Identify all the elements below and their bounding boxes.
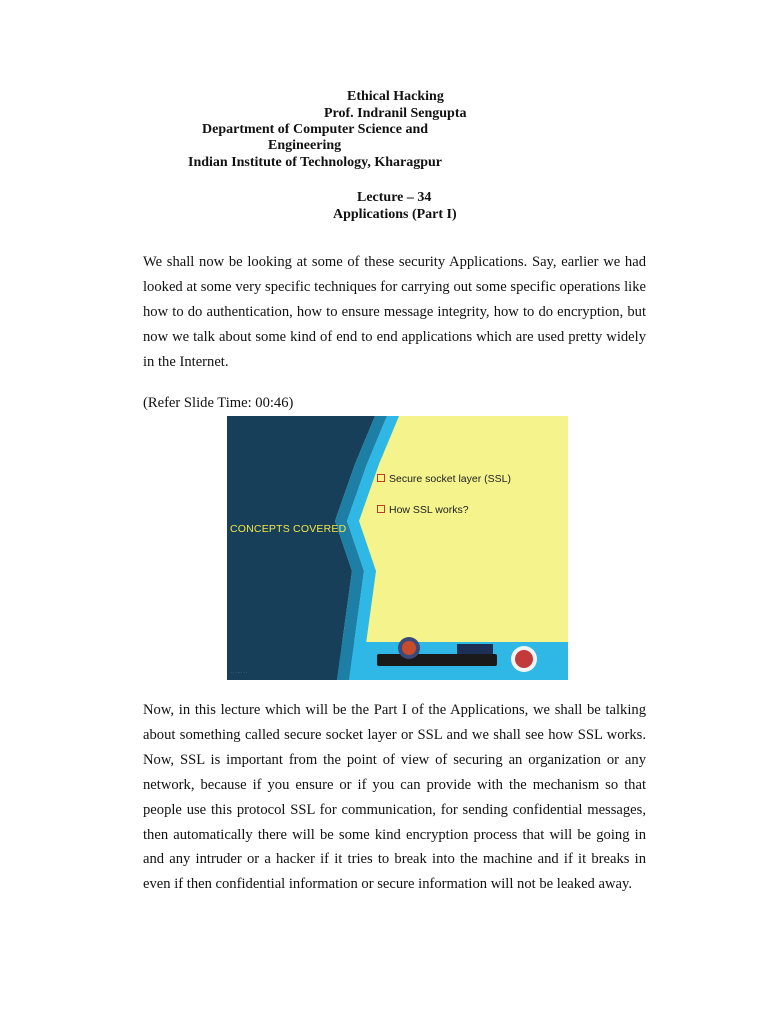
svg-text:·· ···· ··: ·· ···· ·· <box>231 670 248 676</box>
body-paragraph: Now, in this lecture which will be the Part I of the Applications, we shall be talking about something called secure socket layer or SSL and we shall see how SSL works. Now, SSL is important from the point of view of securing an organization or any network, because if you ensure or if you can provide with the mechanism so that people use this protocol SSL for communication, for sending confidential messages, then automatically there will be some kind encryption process that will be going in and any intruder or a hacker if it tries to break into the machine and if it breaks in even if then confidential information or secure information will not be leaked away. <box>143 702 646 893</box>
department-line-2: Engineering <box>268 138 342 153</box>
lecture-slide-image <box>227 416 568 680</box>
concepts-covered-label: CONCEPTS COVERED <box>230 523 347 535</box>
checkbox-bullet-icon <box>377 474 385 482</box>
institute-name: Indian Institute of Technology, Kharagpur <box>188 155 443 170</box>
lecture-number: Lecture – 34 <box>357 190 432 205</box>
intro-paragraph: We shall now be looking at some of these security Applications. Say, earlier we had looked at some very specific techniques for carrying out some specific operations like how to do authentication, how to ensure message integrity, how to do encryption, but now we talk about some kind of end to end applications which are used pretty widely in the Internet. <box>143 254 646 370</box>
professor-name: Prof. Indranil Sengupta <box>324 106 467 121</box>
slide-bullet-ssl <box>377 473 511 485</box>
slide-background-graphic <box>227 416 568 680</box>
slide-bullet-text: How SSL works? <box>389 504 469 516</box>
course-title: Ethical Hacking <box>347 89 444 104</box>
slide-bullet-text: Secure socket layer (SSL) <box>389 473 511 485</box>
checkbox-bullet-icon <box>377 505 385 513</box>
department-line-1: Department of Computer Science and <box>202 122 429 137</box>
slide-reference: (Refer Slide Time: 00:46) <box>143 395 294 411</box>
slide-bullet-how-ssl <box>377 504 469 516</box>
lecture-topic: Applications (Part I) <box>333 207 457 222</box>
